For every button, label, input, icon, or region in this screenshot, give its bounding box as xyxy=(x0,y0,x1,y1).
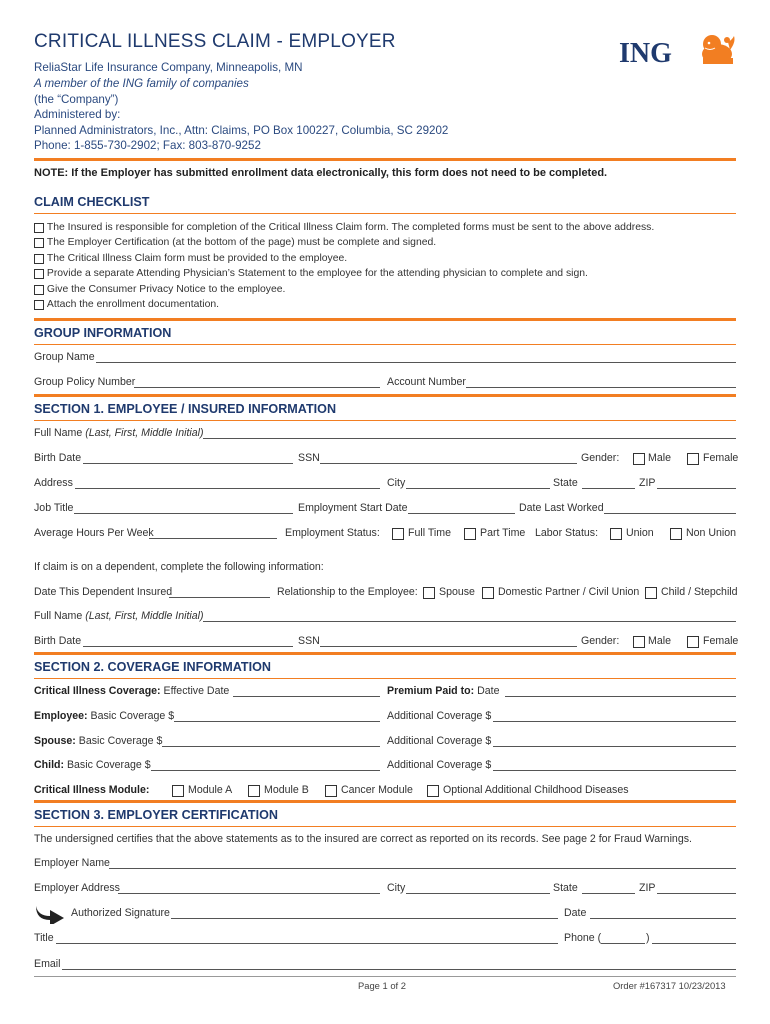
zip-field[interactable] xyxy=(657,488,736,489)
group-name-field[interactable] xyxy=(96,362,736,363)
employer-city-field[interactable] xyxy=(406,893,550,894)
spouse-label: Spouse xyxy=(439,586,475,598)
section3-underline xyxy=(34,826,736,827)
date-dependent-insured-label: Date This Dependent Insured xyxy=(34,586,173,598)
section-divider xyxy=(34,394,736,397)
domestic-partner-label: Domestic Partner / Civil Union xyxy=(498,586,640,598)
electronic-note: NOTE: If the Employer has submitted enrollment data electronically, this form does not need to be completed. xyxy=(34,167,608,179)
employer-name-label: Employer Name xyxy=(34,857,110,869)
child-label: Child / Stepchild xyxy=(661,586,738,598)
employer-zip-field[interactable] xyxy=(657,893,736,894)
employee-additional-coverage-field[interactable] xyxy=(493,721,736,722)
employer-name-field[interactable] xyxy=(109,868,736,869)
administrator-phone: Phone: 1-855-730-2902; Fax: 803-870-9252 xyxy=(34,139,261,152)
form-title: CRITICAL ILLNESS CLAIM - EMPLOYER xyxy=(34,31,396,52)
employment-status-label: Employment Status: xyxy=(285,527,380,539)
checklist-item: Give the Consumer Privacy Notice to the employee. xyxy=(34,284,285,295)
section1-heading: SECTION 1. EMPLOYEE / INSURED INFORMATION xyxy=(34,402,337,416)
job-title-label: Job Title xyxy=(34,502,74,514)
effective-date-field[interactable] xyxy=(233,696,380,697)
checklist-item: Provide a separate Attending Physician’s Statement to the employee for the attending physician to complete and sign. xyxy=(34,268,588,279)
group-policy-number-field[interactable] xyxy=(134,387,380,388)
module-b-checkbox[interactable] xyxy=(248,785,260,797)
signature-date-label: Date xyxy=(564,907,587,919)
date-dependent-insured-field[interactable] xyxy=(169,597,270,598)
company-name: ReliaStar Life Insurance Company, Minneapolis, MN xyxy=(34,61,303,74)
job-title-field[interactable] xyxy=(74,513,293,514)
date-last-worked-label: Date Last Worked xyxy=(519,502,604,514)
ssn-field[interactable] xyxy=(320,463,577,464)
union-label: Union xyxy=(626,527,654,539)
checklist-item: The Insured is responsible for completion of the Critical Illness Claim form. The completed forms must be sent to the above address. xyxy=(34,222,654,233)
dependent-full-name-label: Full Name (Last, First, Middle Initial) xyxy=(34,610,204,622)
dependent-birth-date-field[interactable] xyxy=(83,646,293,647)
state-field[interactable] xyxy=(582,488,635,489)
dependent-male-checkbox[interactable] xyxy=(633,636,645,648)
domestic-partner-checkbox[interactable] xyxy=(482,587,494,599)
arrow-icon xyxy=(34,902,66,924)
checklist-item: The Critical Illness Claim form must be provided to the employee. xyxy=(34,253,347,264)
section2-heading: SECTION 2. COVERAGE INFORMATION xyxy=(34,660,271,674)
checklist-checkbox[interactable] xyxy=(34,223,44,233)
employee-coverage-label: Employee: Basic Coverage $ xyxy=(34,710,175,722)
dependent-female-checkbox[interactable] xyxy=(687,636,699,648)
module-a-checkbox[interactable] xyxy=(172,785,184,797)
certification-statement: The undersigned certifies that the above statements as to the insured are correct as reported on its records. See page 2 for Fraud Warnings. xyxy=(34,833,692,845)
spouse-basic-coverage-field[interactable] xyxy=(162,746,380,747)
employer-city-label: City xyxy=(387,882,406,894)
ing-logo xyxy=(617,32,737,68)
child-checkbox[interactable] xyxy=(645,587,657,599)
dependent-intro: If claim is on a dependent, complete the following information: xyxy=(34,561,324,573)
title-field[interactable] xyxy=(56,943,558,944)
ci-coverage-label: Critical Illness Coverage: Effective Date xyxy=(34,685,230,697)
dependent-birth-date-label: Birth Date xyxy=(34,635,82,647)
authorized-signature-label: Authorized Signature xyxy=(71,907,170,919)
logo-text: ING xyxy=(619,38,672,68)
checklist-item: The Employer Certification (at the bottom of the page) must be complete and signed. xyxy=(34,237,436,248)
average-hours-label: Average Hours Per Week xyxy=(34,527,154,539)
phone-paren-close: ) xyxy=(646,932,650,944)
spouse-coverage-label: Spouse: Basic Coverage $ xyxy=(34,735,163,747)
premium-date-field[interactable] xyxy=(505,696,736,697)
phone-area-code-field[interactable] xyxy=(601,943,645,944)
section1-underline xyxy=(34,420,736,421)
full-name-label: Full Name (Last, First, Middle Initial) xyxy=(34,427,204,439)
checklist-checkbox[interactable] xyxy=(34,254,44,264)
administered-by: Administered by: xyxy=(34,108,121,121)
dependent-ssn-label: SSN xyxy=(298,635,320,647)
authorized-signature-field[interactable] xyxy=(171,918,558,919)
state-label: State xyxy=(553,477,578,489)
female-label: Female xyxy=(703,452,739,464)
zip-label: ZIP xyxy=(639,477,656,489)
claim-checklist-heading: CLAIM CHECKLIST xyxy=(34,195,150,209)
child-coverage-label: Child: Basic Coverage $ xyxy=(34,759,151,771)
account-number-label: Account Number xyxy=(387,376,466,388)
ci-module-label: Critical Illness Module: xyxy=(34,784,150,796)
optional-childhood-label: Optional Additional Childhood Diseases xyxy=(443,784,629,796)
administrator-address: Planned Administrators, Inc., Attn: Claims, PO Box 100227, Columbia, SC 29202 xyxy=(34,124,449,137)
labor-status-label: Labor Status: xyxy=(535,527,599,539)
account-number-field[interactable] xyxy=(466,387,736,388)
checklist-checkbox[interactable] xyxy=(34,300,44,310)
page-number: Page 1 of 2 xyxy=(358,980,406,991)
title-label: Title xyxy=(34,932,54,944)
spouse-additional-label: Additional Coverage $ xyxy=(387,735,492,747)
module-b-label: Module B xyxy=(264,784,309,796)
employer-state-field[interactable] xyxy=(582,893,635,894)
male-checkbox[interactable] xyxy=(633,453,645,465)
full-time-label: Full Time xyxy=(408,527,451,539)
module-a-label: Module A xyxy=(188,784,233,796)
part-time-checkbox[interactable] xyxy=(464,528,476,540)
dependent-female-label: Female xyxy=(703,635,739,647)
employer-address-field[interactable] xyxy=(118,893,380,894)
employee-additional-label: Additional Coverage $ xyxy=(387,710,492,722)
ssn-label: SSN xyxy=(298,452,320,464)
non-union-checkbox[interactable] xyxy=(670,528,682,540)
city-label: City xyxy=(387,477,406,489)
cancer-module-label: Cancer Module xyxy=(341,784,413,796)
city-field[interactable] xyxy=(406,488,550,489)
order-number: Order #167317 10/23/2013 xyxy=(613,980,726,991)
average-hours-field[interactable] xyxy=(149,538,277,539)
section-divider xyxy=(34,652,736,655)
male-label: Male xyxy=(648,452,671,464)
child-additional-label: Additional Coverage $ xyxy=(387,759,492,771)
section3-heading: SECTION 3. EMPLOYER CERTIFICATION xyxy=(34,808,278,822)
female-checkbox[interactable] xyxy=(687,453,699,465)
spouse-additional-coverage-field[interactable] xyxy=(493,746,736,747)
company-alias: (the “Company”) xyxy=(34,93,119,106)
dependent-gender-label: Gender: xyxy=(581,635,620,647)
employee-basic-coverage-field[interactable] xyxy=(174,721,380,722)
full-name-field[interactable] xyxy=(203,438,736,439)
relationship-label: Relationship to the Employee: xyxy=(277,586,418,598)
full-time-checkbox[interactable] xyxy=(392,528,404,540)
phone-label: Phone ( xyxy=(564,932,602,944)
birth-date-field[interactable] xyxy=(83,463,293,464)
union-checkbox[interactable] xyxy=(610,528,622,540)
header-divider xyxy=(34,158,736,161)
employer-state-label: State xyxy=(553,882,578,894)
child-basic-coverage-field[interactable] xyxy=(151,770,380,771)
email-field[interactable] xyxy=(62,969,736,970)
date-last-worked-field[interactable] xyxy=(604,513,736,514)
non-union-label: Non Union xyxy=(686,527,737,539)
company-family: A member of the ING family of companies xyxy=(34,77,249,90)
gender-label: Gender: xyxy=(581,452,620,464)
employer-zip-label: ZIP xyxy=(639,882,656,894)
employment-start-date-field[interactable] xyxy=(408,513,515,514)
employer-address-label: Employer Address xyxy=(34,882,120,894)
optional-childhood-checkbox[interactable] xyxy=(427,785,439,797)
cancer-module-checkbox[interactable] xyxy=(325,785,337,797)
checklist-checkbox[interactable] xyxy=(34,269,44,279)
footer-divider xyxy=(34,976,736,977)
part-time-label: Part Time xyxy=(480,527,526,539)
group-name-label: Group Name xyxy=(34,351,95,363)
checklist-underline xyxy=(34,213,736,214)
child-additional-coverage-field[interactable] xyxy=(493,770,736,771)
dependent-full-name-field[interactable] xyxy=(203,621,736,622)
lion-icon xyxy=(702,35,735,64)
birth-date-label: Birth Date xyxy=(34,452,82,464)
address-label: Address xyxy=(34,477,73,489)
section-divider xyxy=(34,318,736,321)
email-label: Email xyxy=(34,958,61,970)
checklist-checkbox[interactable] xyxy=(34,285,44,295)
employment-start-date-label: Employment Start Date xyxy=(298,502,408,514)
section2-underline xyxy=(34,678,736,679)
premium-paid-label: Premium Paid to: Date xyxy=(387,685,500,697)
group-policy-number-label: Group Policy Number xyxy=(34,376,136,388)
checklist-item: Attach the enrollment documentation. xyxy=(34,299,219,310)
checklist-checkbox[interactable] xyxy=(34,238,44,248)
dependent-ssn-field[interactable] xyxy=(320,646,577,647)
section-divider xyxy=(34,800,736,803)
address-field[interactable] xyxy=(75,488,380,489)
spouse-checkbox[interactable] xyxy=(423,587,435,599)
dependent-male-label: Male xyxy=(648,635,671,647)
phone-number-field[interactable] xyxy=(652,943,736,944)
signature-date-field[interactable] xyxy=(590,918,736,919)
group-underline xyxy=(34,344,736,345)
group-information-heading: GROUP INFORMATION xyxy=(34,326,172,340)
